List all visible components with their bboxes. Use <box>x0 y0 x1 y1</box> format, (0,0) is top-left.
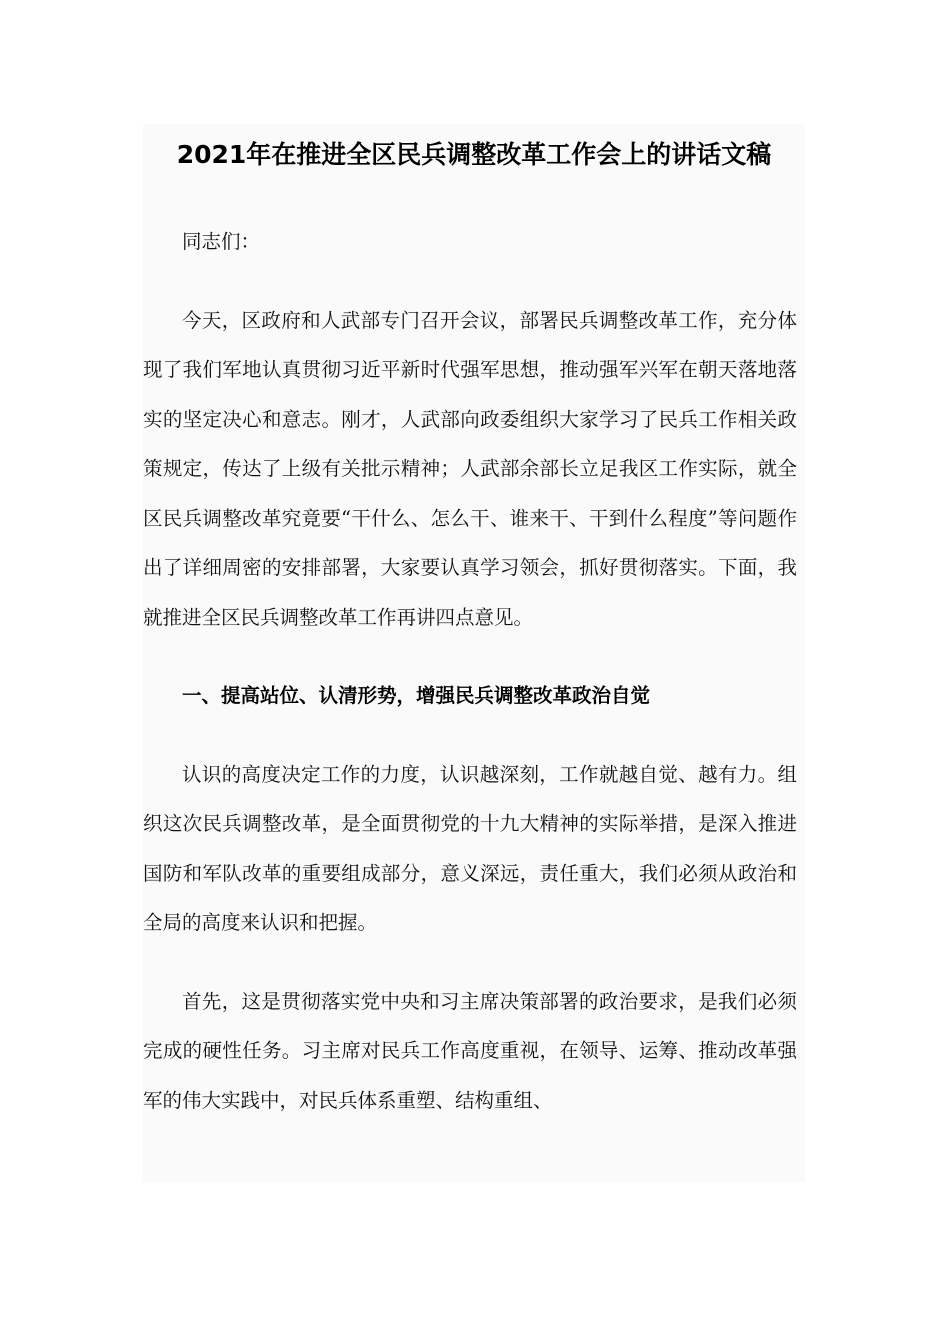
greeting: 同志们： <box>182 230 261 253</box>
document-title: 2021年在推进全区民兵调整改革工作会上的讲话文稿 <box>176 140 772 169</box>
paragraph-section-1: 认识的高度决定工作的力度，认识越深刻，工作就越自觉、越有力。组织这次民兵调整改革，是全面贯彻党的十九大精神的实际举措，是深入推进国防和军队改革的重要组成部分，意义深远，责任重大，我们必须从政治和全局的高度来认识和把握。 <box>143 762 797 934</box>
section-heading: 一、提高站位、认清形势，增强民兵调整改革政治自觉 <box>182 684 651 707</box>
paragraph-section-2: 首先，这是贯彻落实党中央和习主席决策部署的政治要求，是我们必须完成的硬性任务。习主席对民兵工作高度重视，在领导、运筹、推动改革强军的伟大实践中，对民兵体系重塑、结构重组、 <box>143 989 797 1112</box>
paragraph-intro: 今天，区政府和人武部专门召开会议，部署民兵调整改革工作，充分体现了我们军地认真贯彻习近平新时代强军思想，推动强军兴军在朝天落地落实的坚定决心和意志。刚才，人武部向政委组织大家学习了民兵工作相关政策规定，传达了上级有关批示精神；人武部余部长立足我区工作实际，就全区民兵调整改革究竟要“干什么、怎么干、谁来干、干到什么程度”等问题作出了详细周密的安排部署，大家要认真学习领会，抓好贯彻落实。下面，我就推进全区民兵调整改革工作再讲四点意见。 <box>143 308 797 629</box>
document-page <box>143 124 805 1182</box>
